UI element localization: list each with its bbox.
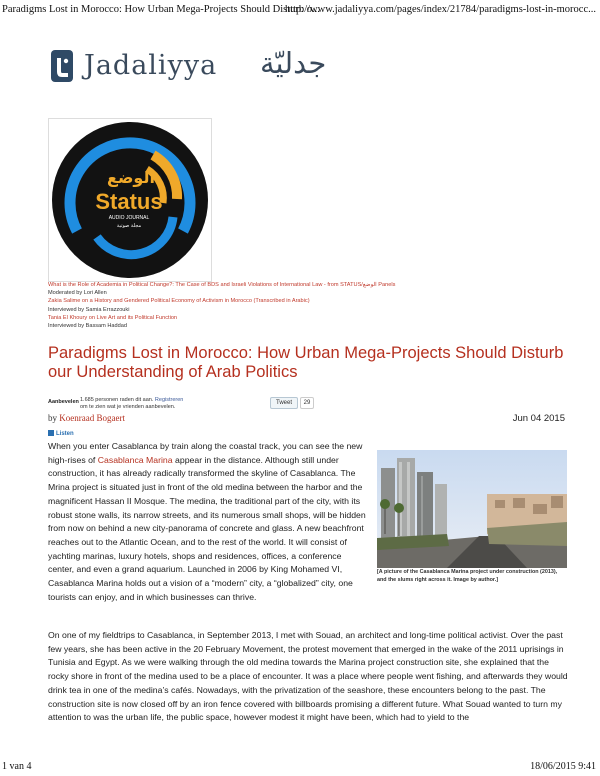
- site-logo[interactable]: [48, 44, 348, 88]
- featured-episodes-list: [48, 281, 568, 330]
- tweet-button[interactable]: Tweet: [270, 397, 298, 409]
- article-paragraph-2: On one of my fieldtrips to Casablanca, in September 2013, I met with Souad, an architect and long-time political activist. Over the past few years, she has been active in the 20 February Movement, the protest movement that emerged in the wake of the 2011 uprisings in Tunisia and Egypt. As we were walking through the old medina towards the Marina project construction site, she explained that the rocky shore in front of the medina used to be a place of encounter. It was a place where people went fishing, and afterwards they would drink tea in one of the medina’s cafés. Nowadays, with the privatization of the seashore, these encounters belong to the past. The construction site is now closed off by an iron fence covered with billboards promising a different future. What Souad wanted to turn my attention to was the urban life, the public space, however modest it might have been, which had to yield to the: [48, 630, 568, 723]
- social-share-bar: [48, 397, 568, 411]
- featured-episode-link[interactable]: Tania El Khoury on Live Art and its Political Function: [48, 314, 178, 321]
- speaker-icon: [48, 430, 54, 436]
- register-link[interactable]: Registreren: [154, 397, 184, 403]
- author-link[interactable]: Koenraad Bogaert: [59, 413, 125, 423]
- status-badge-graphic: [49, 119, 211, 281]
- featured-episode-credit: Moderated by Lori Allen: [48, 290, 107, 297]
- listen-label: Listen: [56, 431, 74, 437]
- logo-text-latin: Jadaliyya: [84, 50, 218, 81]
- facebook-like-button[interactable]: Aanbevelen: [48, 399, 79, 405]
- print-header-title: Paradigms Lost in Morocco: How Urban Mega-Projects Should Disturb o...: [2, 4, 320, 15]
- photo-caption: [A picture of the Casablanca Marina project under construction (2013), and the slums right across it. Image by author.]: [377, 569, 558, 583]
- print-footer-timestamp: 18/06/2015 9:41: [530, 761, 596, 772]
- featured-episode-credit: Interviewed by Bassam Haddad: [48, 323, 127, 330]
- print-footer-page-number: 1 van 4: [2, 761, 32, 772]
- article-paragraph-1: [48, 440, 368, 604]
- like-count-text: [80, 397, 190, 411]
- like-text-tail: om te zien wat je vrienden aanbevelen.: [80, 404, 176, 410]
- print-header-url: http://www.jadaliyya.com/pages/index/21784/paradigms-lost-in-morocc...: [284, 4, 596, 15]
- article-title: Paradigms Lost in Morocco: How Urban Mega-Projects Should Disturb our Understanding of Arab Politics: [48, 344, 564, 381]
- byline-prefix: by: [48, 413, 57, 423]
- paragraph-text: appear in the distance. Although still under construction, it has already radically transformed the skyline of Casablanca. The Mrina project is situated just in front of the old medina between the harbor and the magnificent Hassan II Mosque. The medina, the traditional part of the city, with its robust stone walls, its narrow streets, and its numerous small shops, will be hidden from now on behind a new city-panorama of concrete and glass. A new beachfront reaches out to the Atlantic Ocean, and to the rest of the world. It will consist of yachting marinas, luxury hotels, shops and residences, offices, a conference center, and even a grand aquarium. Launched in 2006 by King Mohamed VI, Casablanca Marina holds out a vision of a “modern” city, a “globalized” city, one tourists can enjoy, and in which businesses can thrive.: [48, 454, 366, 602]
- tweet-count: 29: [300, 397, 314, 409]
- featured-episode-link[interactable]: Zakia Salime on a History and Gendered Political Economy of Activism in Morocco (Transcribed in Arabic): [48, 298, 310, 305]
- featured-episode-credit: Interviewed by Samia Errazzouki: [48, 306, 130, 313]
- listen-button[interactable]: [48, 430, 74, 437]
- article-byline: [48, 413, 125, 423]
- article-date: Jun 04 2015: [512, 413, 565, 424]
- badge-title: Status: [95, 189, 163, 214]
- status-audio-journal-badge[interactable]: [48, 118, 212, 282]
- paragraph-text: When you enter Casablanca by train along the coastal track, you can see the new high-rises of: [48, 441, 363, 465]
- casablanca-marina-link[interactable]: Casablanca Marina: [97, 454, 173, 465]
- like-count: 1.685 personen raden dit aan.: [80, 397, 154, 403]
- jadaliyya-mark-icon: [48, 46, 78, 86]
- badge-arabic-title: الوضع: [107, 168, 155, 187]
- badge-subtitle-arabic: مجلة صوتية: [116, 223, 142, 229]
- logo-text-arabic: جدليّة: [260, 46, 327, 80]
- badge-subtitle: AUDIO JOURNAL: [108, 215, 150, 221]
- featured-episode-link[interactable]: What is the Role of Academia in Political Change?: The Case of BDS and Israeli Violations of International Law - from STATUS/الوضع Panels: [48, 282, 396, 288]
- marina-construction-photo: [377, 450, 567, 568]
